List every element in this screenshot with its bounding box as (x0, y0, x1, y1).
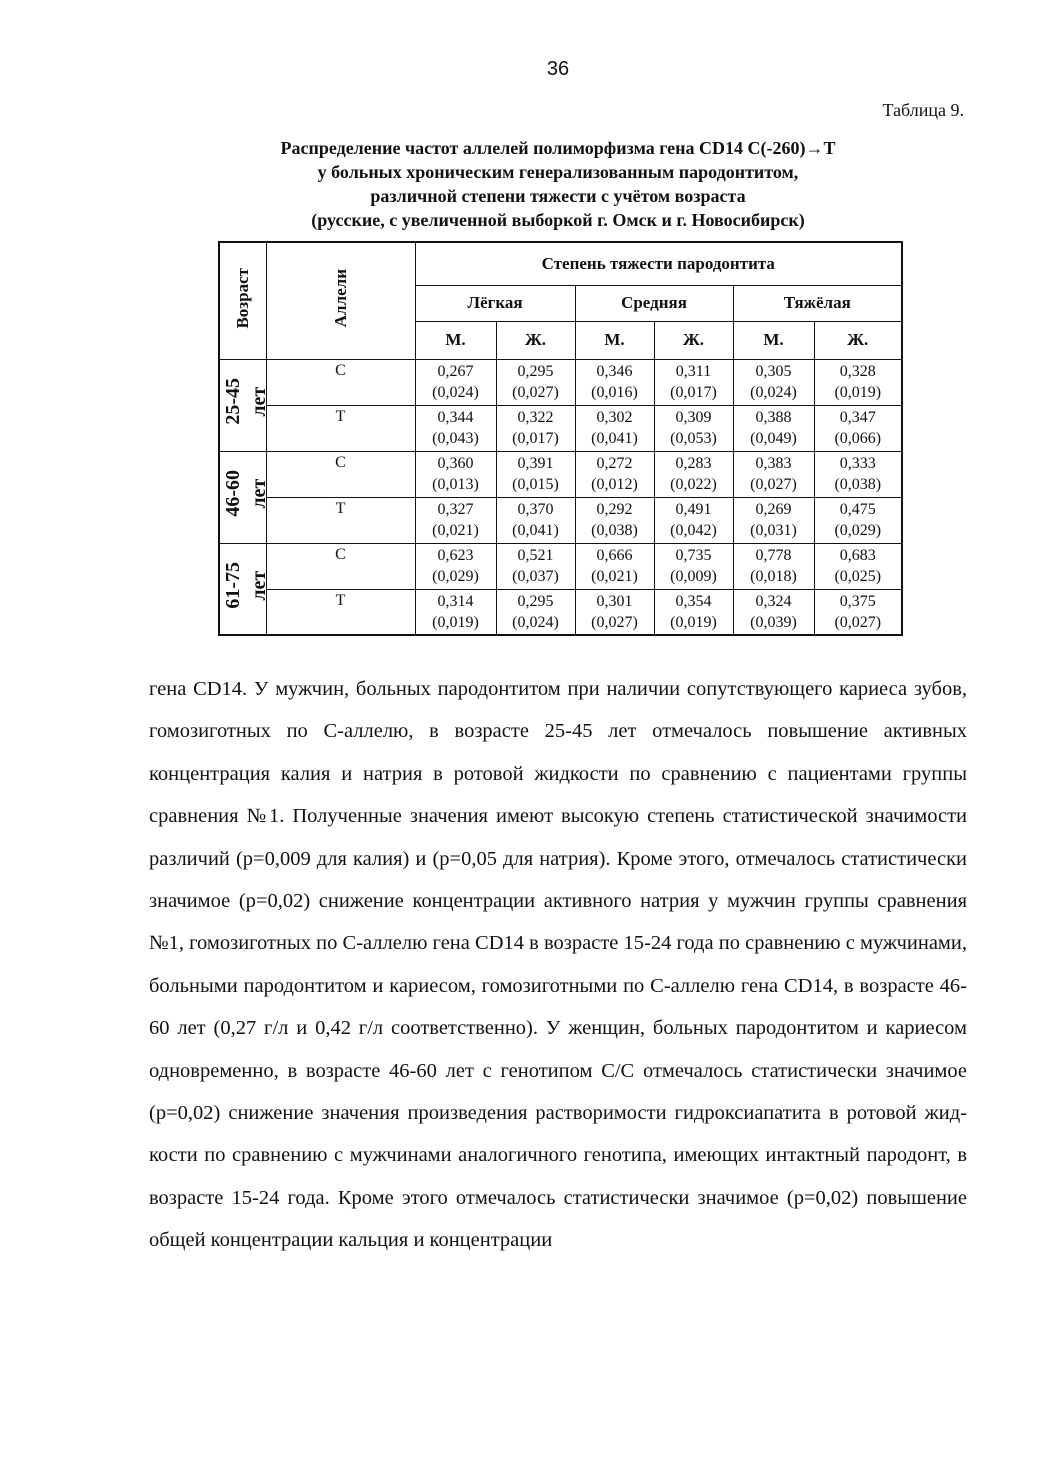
frequency-value: 0,388 (755, 409, 792, 426)
frequency-value: 0,370 (517, 501, 554, 518)
frequency-value: 0,292 (596, 501, 633, 518)
allele-cell: T (266, 497, 415, 543)
age-unit: лет (248, 570, 270, 601)
header-sex: М. (733, 321, 814, 359)
frequency-error: (0,037) (512, 568, 559, 585)
frequency-cell (415, 497, 496, 543)
frequency-error: (0,017) (670, 384, 717, 401)
frequency-value: 0,301 (596, 592, 633, 610)
frequency-cell (733, 359, 814, 405)
frequency-value: 0,269 (755, 501, 792, 518)
frequency-error: (0,027) (750, 476, 797, 493)
frequency-cell (814, 497, 902, 543)
allele-cell: T (266, 405, 415, 451)
frequency-value: 0,309 (675, 409, 712, 426)
frequency-value: 0,360 (437, 455, 474, 472)
frequency-cell (814, 451, 902, 497)
frequency-error: (0,016) (591, 384, 638, 401)
frequency-error: (0,066) (834, 430, 882, 447)
frequency-error: (0,031) (750, 522, 797, 539)
frequency-cell (733, 543, 814, 589)
frequency-error: (0,041) (512, 522, 559, 539)
frequency-cell (415, 543, 496, 589)
header-sex: Ж. (814, 321, 902, 359)
frequency-cell (496, 405, 575, 451)
frequency-cell (575, 543, 654, 589)
header-allele-label: Аллели (330, 269, 350, 328)
header-sex: Ж. (496, 321, 575, 359)
frequency-cell (654, 359, 733, 405)
table-row (219, 359, 902, 405)
frequency-value: 0,354 (675, 592, 712, 610)
frequency-error: (0,013) (432, 476, 479, 493)
frequency-error: (0,019) (834, 384, 882, 401)
frequency-error: (0,053) (670, 430, 717, 447)
frequency-cell (654, 589, 733, 635)
frequency-cell (733, 405, 814, 451)
page-number: 36 (546, 58, 570, 80)
table-row (219, 405, 902, 451)
frequency-error: (0,027) (591, 613, 638, 631)
frequency-cell (575, 589, 654, 635)
header-severity-mild: Лёгкая (415, 285, 575, 321)
age-group-label (220, 470, 272, 517)
allele-cell: C (266, 543, 415, 589)
table-row (219, 543, 902, 589)
frequency-value: 0,491 (675, 501, 712, 518)
frequency-cell (814, 543, 902, 589)
frequency-cell (814, 589, 902, 635)
frequency-cell (654, 451, 733, 497)
frequency-value: 0,683 (839, 547, 876, 564)
frequency-error: (0,018) (750, 568, 797, 585)
frequency-value: 0,391 (517, 455, 554, 472)
frequency-value: 0,267 (437, 363, 474, 380)
header-age (219, 242, 266, 359)
frequency-error: (0,015) (512, 476, 559, 493)
frequency-cell (575, 359, 654, 405)
caption-line: (русские, с увеличенной выборкой г. Омск и г. Новосибирск) (311, 210, 805, 230)
header-sex: М. (415, 321, 496, 359)
frequency-cell (733, 589, 814, 635)
frequency-error: (0,027) (512, 384, 559, 401)
frequency-value: 0,778 (755, 547, 792, 564)
frequency-error: (0,024) (750, 384, 797, 401)
allele-frequency-table (218, 241, 903, 636)
frequency-cell (415, 451, 496, 497)
frequency-cell (496, 451, 575, 497)
frequency-cell (496, 497, 575, 543)
frequency-cell (415, 359, 496, 405)
frequency-value: 0,327 (437, 501, 474, 518)
frequency-value: 0,328 (839, 363, 876, 380)
frequency-error: (0,049) (750, 430, 797, 447)
table-row (219, 497, 902, 543)
frequency-error: (0,022) (670, 476, 717, 493)
frequency-value: 0,475 (839, 501, 876, 518)
frequency-cell (654, 543, 733, 589)
frequency-error: (0,021) (432, 522, 479, 539)
frequency-error: (0,027) (834, 613, 882, 631)
frequency-cell (575, 497, 654, 543)
header-severity: Степень тяжести пародонтита (415, 242, 902, 285)
age-range: 61-75 (222, 561, 244, 609)
frequency-error: (0,038) (834, 476, 882, 493)
age-group-cell (219, 543, 270, 635)
frequency-value: 0,333 (839, 455, 876, 472)
frequency-error: (0,025) (834, 568, 882, 585)
age-range: 25-45 (222, 378, 244, 425)
frequency-value: 0,666 (596, 547, 633, 564)
frequency-cell (654, 497, 733, 543)
frequency-value: 0,375 (839, 592, 876, 610)
frequency-value: 0,346 (596, 363, 633, 380)
frequency-value: 0,344 (437, 409, 474, 426)
frequency-cell (575, 405, 654, 451)
age-unit: лет (248, 386, 270, 417)
caption-line: Распределение частот аллелей полиморфизма гена CD14 C(-260)→T (280, 138, 836, 158)
frequency-cell (415, 405, 496, 451)
header-sex: М. (575, 321, 654, 359)
frequency-cell (415, 589, 496, 635)
age-range: 46-60 (222, 470, 244, 517)
allele-cell: C (266, 359, 415, 405)
frequency-value: 0,324 (755, 592, 792, 610)
frequency-cell (814, 359, 902, 405)
table-label: Таблица 9. (882, 100, 964, 120)
allele-cell: C (266, 451, 415, 497)
age-group-label (220, 562, 272, 609)
frequency-error: (0,021) (591, 568, 638, 585)
frequency-cell (654, 405, 733, 451)
age-group-cell (219, 359, 270, 451)
frequency-value: 0,347 (839, 409, 876, 426)
frequency-error: (0,012) (591, 476, 638, 493)
frequency-error: (0,043) (432, 430, 479, 447)
header-severity-severe: Тяжёлая (733, 285, 902, 321)
frequency-error: (0,039) (750, 613, 797, 631)
frequency-cell (496, 543, 575, 589)
body-paragraph (149, 668, 967, 1262)
frequency-value: 0,311 (675, 363, 712, 380)
frequency-error: (0,029) (834, 522, 882, 539)
frequency-value: 0,314 (437, 592, 474, 610)
frequency-error: (0,024) (512, 613, 559, 631)
header-sex: Ж. (654, 321, 733, 359)
frequency-error: (0,009) (670, 568, 717, 585)
frequency-value: 0,322 (517, 409, 554, 426)
frequency-value: 0,383 (755, 455, 792, 472)
frequency-error: (0,042) (670, 522, 717, 539)
header-severity-moderate: Средняя (575, 285, 733, 321)
header-age-label: Возраст (232, 267, 252, 329)
frequency-value: 0,521 (517, 547, 554, 564)
frequency-error: (0,019) (670, 613, 717, 631)
frequency-error: (0,041) (591, 430, 638, 447)
frequency-cell (496, 359, 575, 405)
frequency-error: (0,024) (432, 384, 479, 401)
paragraph-text: гена CD14. У мужчин, больных пародонтитом при наличии сопутствующего кариеса зубов, гомозиготных по С-аллелю, в возрасте 25-45 лет отмечалось повышение активных концентрация калия и натрия в ротовой жидкости по сравнению с пациентами группы сравнения №1. Полученные значения имеют высокую степень статистической значимости различий (р=0,009 для калия) и (р=0,05 для натрия). Кроме этого, отмечалось статистически значимое (р=0,02) снижение концентрации активного натрия у мужчин группы сравнения №1, гомозиготных по С-аллелю гена CD14 в возрасте 15-24 года по сравнению с мужчинами, больными пародонтитом и кариесом, гомозиготными по С-аллелю гена CD14, в возрасте 46-60 лет (0,27 г/л и 0,42 г/л соответственно). У женщин, больных пародонтитом и кариесом одновременно, в возрасте 46-60 лет с генотипом С/С отмечалось статистически значимое (р=0,02) снижение значения произведения растворимости гидроксиапатита в ротовой жидкости по сравнению с мужчинами аналогичного генотипа, имеющих интактный пародонт, в возрасте 15-24 года. Кроме этого отмечалось статистически значимое (р=0,02) повышение общей концентрации кальция и концентрации (149, 678, 967, 1252)
frequency-value: 0,295 (517, 592, 554, 610)
frequency-value: 0,623 (437, 547, 474, 564)
frequency-value: 0,283 (675, 455, 712, 472)
age-group-label (220, 378, 272, 425)
frequency-error: (0,019) (432, 613, 479, 631)
frequency-error: (0,029) (432, 568, 479, 585)
age-unit: лет (248, 478, 270, 509)
frequency-value: 0,302 (596, 409, 633, 426)
allele-cell: T (266, 589, 415, 635)
table-row (219, 451, 902, 497)
frequency-value: 0,272 (596, 455, 633, 472)
table-row (219, 589, 902, 635)
frequency-error: (0,017) (512, 430, 559, 447)
frequency-cell (733, 451, 814, 497)
caption-line: у больных хроническим генерализованным пародонтитом, (317, 162, 799, 182)
table-caption (218, 136, 898, 232)
frequency-cell (814, 405, 902, 451)
frequency-error: (0,038) (591, 522, 638, 539)
frequency-value: 0,735 (675, 547, 712, 564)
frequency-cell (575, 451, 654, 497)
age-group-cell (219, 451, 270, 543)
header-allele (266, 242, 415, 359)
frequency-cell (733, 497, 814, 543)
frequency-value: 0,295 (517, 363, 554, 380)
frequency-value: 0,305 (755, 363, 792, 380)
frequency-cell (496, 589, 575, 635)
caption-line: различной степени тяжести с учётом возраста (370, 186, 746, 206)
